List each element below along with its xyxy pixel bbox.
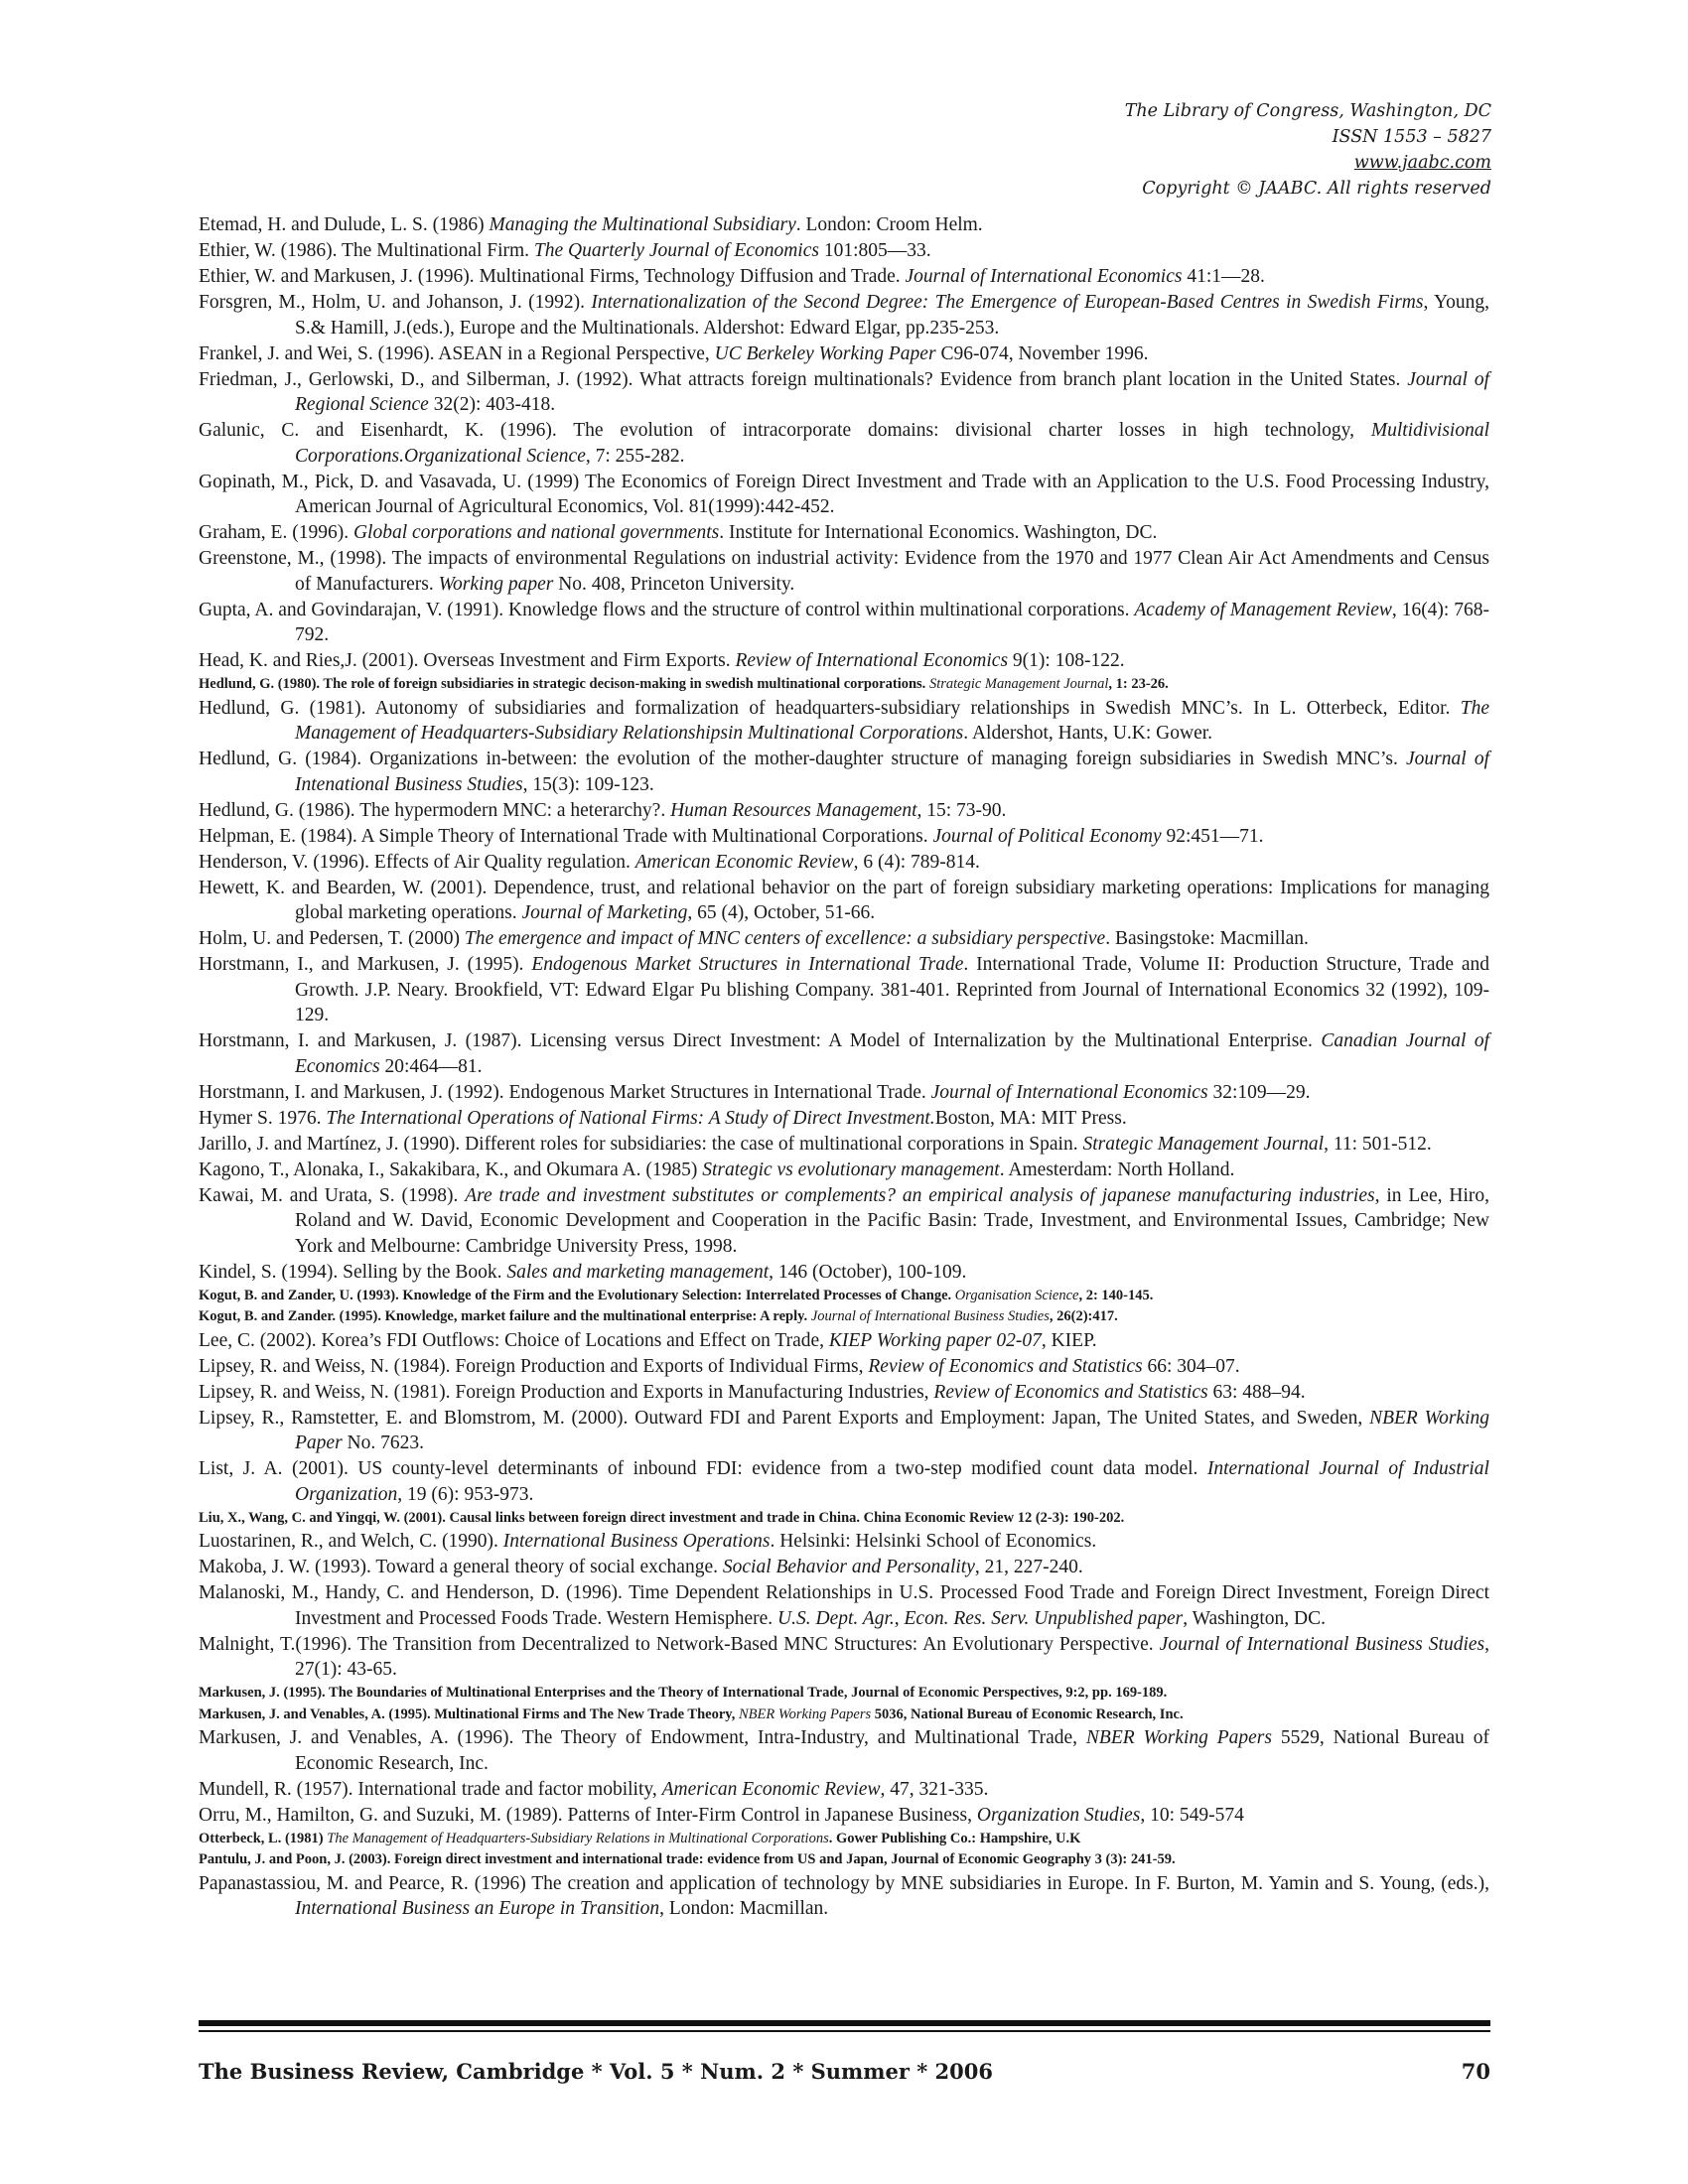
reference-text: Kindel, S. (1994). Selling by the Book. [199, 1261, 507, 1283]
reference-entry [199, 520, 1489, 546]
reference-text: List, J. A. (2001). US county-level determinants of inbound FDI: evidence from a two-step modified count data model. [199, 1458, 1207, 1479]
reference-text: Malanoski, M., Handy, C. and Henderson, D. (1996). Time Dependent Relationships in U.S. Processed Food Trade and Foreign Direct Investment, Foreign Direct Investment and Processed Foods Trade. Western Hemisphere. [199, 1582, 1489, 1629]
reference-text: Helpman, E. (1984). A Simple Theory of International Trade with Multinational Corporations. [199, 825, 933, 847]
reference-text: Pantulu, J. and Poon, J. (2003). Foreign direct investment and international trade: evidence from US and Japan, Journal of Economic Geography 3 (3): 241-59. [199, 1851, 1176, 1867]
reference-text: , 15: 73-90. [916, 799, 1007, 821]
reference-text: 41:1—28. [1182, 266, 1265, 287]
reference-text: Boston, MA: MIT Press. [934, 1107, 1127, 1129]
reference-entry [199, 598, 1489, 648]
reference-italic-title: NBER Working Papers [1085, 1727, 1272, 1748]
reference-text: Holm, U. and Pedersen, T. (2000) [199, 928, 465, 949]
reference-italic-title: Strategic vs evolutionary management [702, 1159, 1000, 1180]
reference-entry [199, 824, 1489, 850]
reference-italic-title: International Business Operations [502, 1531, 771, 1552]
reference-text: 101:805—33. [818, 240, 931, 261]
reference-text: 92:451—71. [1161, 825, 1264, 847]
footer-journal-title: The Business Review, Cambridge * Vol. 5 * Num. 2 * Summer * 2006 [199, 2059, 993, 2084]
header-issn-line: ISSN 1553 – 5827 [1332, 127, 1491, 147]
reference-italic-title: KIEP Working paper 02-07 [828, 1329, 1042, 1351]
reference-italic-title: Managing the Multinational Subsidiary [489, 214, 796, 235]
reference-italic-title: Working paper [438, 573, 554, 595]
reference-text: , 16(4): 768-792. [295, 599, 1490, 645]
reference-text: , in Lee, Hiro, Roland and W. David, Economic Development and Cooperation in the Pacific Basin: Trade, Investment, and Environmental Issues, Cambridge; New York and Melbourne: Cambridge University Press, 1998. [295, 1184, 1489, 1257]
reference-text: , Young, S.& Hamill, J.(eds.), Europe and the Multinationals. Aldershot: Edward Elgar, pp.235-253. [295, 292, 1489, 339]
reference-text: 5529, National Bureau of Economic Research, Inc. [295, 1727, 1489, 1774]
reference-text: , 146 (October), 100-109. [769, 1261, 967, 1283]
reference-entry [199, 926, 1489, 952]
reference-text: , London: Macmillan. [659, 1898, 829, 1919]
reference-entry [199, 1849, 1489, 1870]
reference-entry [199, 1158, 1489, 1183]
reference-italic-title: Endogenous Market Structures in International Trade [531, 954, 964, 975]
reference-entry [199, 1306, 1489, 1327]
reference-italic-title: Journal of Intenational Business Studies [295, 749, 1489, 795]
reference-text: Friedman, J., Gerlowski, D., and Silberman, J. (1992). What attracts foreign multinationals? Evidence from branch plant location in the United States. [199, 368, 1408, 390]
reference-italic-title: NBER Working Papers [738, 1706, 872, 1722]
reference-entry [199, 1028, 1489, 1079]
reference-text: Kagono, T., Alonaka, I., Sakakibara, K., and Okumara A. (1985) [199, 1159, 703, 1180]
reference-italic-title: U.S. Dept. Agr., Econ. Res. Serv. Unpublished paper [777, 1607, 1184, 1629]
reference-text: , 1: 23-26. [1108, 676, 1169, 692]
reference-text: , 7: 255-282. [585, 445, 685, 467]
reference-entry [199, 1725, 1489, 1776]
reference-text: Markusen, J. and Venables, A. (1995). Multinational Firms and The New Trade Theory, [199, 1706, 739, 1722]
reference-text: 66: 304–07. [1142, 1355, 1240, 1377]
reference-list [199, 212, 1489, 1922]
reference-text: Kogut, B. and Zander. (1995). Knowledge, market failure and the multinational enterprise: A reply. [199, 1308, 811, 1324]
reference-italic-title: Organization Studies [976, 1804, 1141, 1826]
reference-text: , 27(1): 43-65. [295, 1633, 1489, 1680]
reference-entry [199, 1456, 1489, 1507]
reference-text: , KIEP. [1041, 1329, 1097, 1351]
reference-text: No. 408, Princeton University. [553, 573, 795, 595]
reference-text: Galunic, C. and Eisenhardt, K. (1996). The evolution of intracorporate domains: divisional charter losses in high technology, [199, 420, 1371, 441]
reference-italic-title: NBER Working Paper [295, 1407, 1489, 1453]
reference-text: Gupta, A. and Govindarajan, V. (1991). Knowledge flows and the structure of control within multinational corporations. [199, 599, 1135, 620]
reference-text: , 21, 227-240. [974, 1557, 1083, 1577]
reference-italic-title: Review of Economics and Statistics [933, 1381, 1208, 1403]
reference-italic-title: Multidivisional Corporations.Organizational Science [295, 420, 1489, 467]
reference-italic-title: Journal of Political Economy [932, 825, 1162, 847]
reference-italic-title: Journal of Marketing [521, 902, 688, 923]
page-number: 70 [1461, 2059, 1490, 2084]
reference-entry [199, 1354, 1489, 1380]
reference-italic-title: Global corporations and national governments [352, 522, 720, 543]
reference-text: . Helsinki: Helsinki School of Economics. [770, 1531, 1097, 1552]
reference-text: 20:464—81. [379, 1055, 483, 1077]
reference-entry [199, 238, 1489, 264]
reference-entry [199, 1132, 1489, 1158]
reference-italic-title: Journal of International Business Studies [1159, 1633, 1485, 1655]
reference-text: , 6 (4): 789-814. [853, 851, 980, 873]
reference-entry [199, 674, 1489, 695]
reference-text: , 15(3): 109-123. [522, 773, 654, 795]
reference-text: 32:109—29. [1207, 1081, 1311, 1103]
reference-text: 32(2): 403-418. [428, 394, 556, 415]
reference-italic-title: Journal of Regional Science [295, 368, 1489, 415]
reference-text: . International Trade, Volume II: Production Structure, Trade and Growth. J.P. Neary. Brookfield, VT: Edward Elgar Pu blishing Company. 381-401. Reprinted from Journal of International Economics 32 (1992), 109-129. [295, 954, 1489, 1025]
reference-text: Lipsey, R., Ramstetter, E. and Blomstrom, M. (2000). Outward FDI and Parent Exports and Employment: Japan, The United States, and Sweden, [199, 1407, 1370, 1429]
reference-italic-title: The International Operations of National Firms: A Study of Direct Investment. [326, 1107, 935, 1129]
reference-italic-title: The Management of Headquarters-Subsidiary Relations in Multinational Corporations [327, 1830, 829, 1846]
reference-text: Luostarinen, R., and Welch, C. (1990). [199, 1531, 503, 1552]
reference-text: Orru, M., Hamilton, G. and Suzuki, M. (1989). Patterns of Inter-Firm Control in Japanese Business, [199, 1804, 977, 1826]
reference-text: Hedlund, G. (1984). Organizations in-between: the evolution of the mother-daughter structure of managing foreign subsidiaries in Swedish MNC’s. [199, 749, 1407, 769]
reference-text: Hymer S. 1976. [199, 1107, 327, 1129]
reference-text: Markusen, J. and Venables, A. (1996). The Theory of Endowment, Intra-Industry, and Multinational Trade, [199, 1727, 1086, 1748]
reference-text: Mundell, R. (1957). International trade and factor mobility, [199, 1778, 662, 1800]
reference-text: Kawai, M. and Urata, S. (1998). [199, 1184, 466, 1206]
reference-text: Kogut, B. and Zander, U. (1993). Knowledge of the Firm and the Evolutionary Selection: Interrelated Processes of Change. [199, 1287, 955, 1303]
reference-text: Hedlund, G. (1986). The hypermodern MNC: a heterarchy?. [199, 799, 671, 821]
reference-italic-title: Social Behavior and Personality [722, 1557, 975, 1577]
reference-text: Jarillo, J. and Martínez, J. (1990). Different roles for subsidiaries: the case of multinational corporations in Spain. [199, 1133, 1083, 1155]
reference-text: Gopinath, M., Pick, D. and Vasavada, U. (1999) The Economics of Foreign Direct Investment and Trade with an Application to the U.S. Food Processing Industry, American Journal of Agricultural Economics, Vol. 81(1999):442-452. [199, 471, 1489, 517]
reference-entry [199, 1286, 1489, 1306]
reference-italic-title: Journal of International Business Studies [810, 1308, 1050, 1324]
reference-text: Malnight, T.(1996). The Transition from Decentralized to Network-Based MNC Structures: An Evolutionary Perspective. [199, 1633, 1160, 1655]
reference-entry [199, 1406, 1489, 1456]
reference-entry [199, 546, 1489, 597]
footer-rule-thin [199, 2030, 1490, 2032]
reference-text: Ethier, W. and Markusen, J. (1996). Multinational Firms, Technology Diffusion and Trade. [199, 266, 906, 287]
reference-text: C96-074, November 1996. [935, 342, 1149, 364]
reference-text: , 19 (6): 953-973. [397, 1483, 534, 1505]
reference-italic-title: The emergence and impact of MNC centers of excellence: a subsidiary perspective [464, 928, 1106, 949]
footer-rule-thick [199, 2020, 1490, 2026]
reference-entry [199, 1183, 1489, 1260]
reference-entry [199, 418, 1489, 469]
reference-text: . Amesterdam: North Holland. [999, 1159, 1235, 1180]
reference-text: , 26(2):417. [1049, 1308, 1118, 1324]
reference-entry [199, 648, 1489, 674]
reference-entry [199, 212, 1489, 238]
reference-italic-title: American Economic Review [634, 851, 854, 873]
reference-italic-title: Human Resources Management [670, 799, 917, 821]
reference-text: Lipsey, R. and Weiss, N. (1981). Foreign Production and Exports in Manufacturing Industries, [199, 1381, 934, 1403]
reference-entry [199, 367, 1489, 418]
reference-entry [199, 850, 1489, 876]
reference-entry [199, 696, 1489, 747]
header-website-link[interactable]: www.jaabc.com [1353, 153, 1491, 173]
reference-entry [199, 1529, 1489, 1555]
reference-italic-title: International Journal of Industrial Organization [295, 1458, 1489, 1505]
reference-text: Makoba, J. W. (1993). Toward a general theory of social exchange. [199, 1557, 723, 1577]
reference-text: Greenstone, M., (1998). The impacts of environmental Regulations on industrial activity: Evidence from the 1970 and 1977 Clean Air Act Amendments and Census of Manufacturers. [199, 548, 1489, 595]
reference-entry [199, 1260, 1489, 1286]
reference-text: , 2: 140-145. [1078, 1287, 1154, 1303]
reference-text: Graham, E. (1996). [199, 522, 353, 543]
reference-text: . Aldershot, Hants, U.K: Gower. [963, 723, 1213, 744]
reference-text: 9(1): 108-122. [1008, 650, 1125, 671]
reference-entry [199, 1508, 1489, 1529]
reference-entry [199, 1683, 1489, 1704]
reference-text: Lipsey, R. and Weiss, N. (1984). Foreign Production and Exports of Individual Firms, [199, 1355, 869, 1377]
reference-italic-title: American Economic Review [661, 1778, 881, 1800]
reference-text: Hewett, K. and Bearden, W. (2001). Dependence, trust, and relational behavior on the part of foreign subsidiary marketing operations: Implications for managing global marketing operations. [199, 877, 1489, 923]
reference-entry [199, 1328, 1489, 1354]
reference-text: Head, K. and Ries,J. (2001). Overseas Investment and Firm Exports. [199, 650, 736, 671]
reference-entry [199, 1555, 1489, 1580]
reference-entry [199, 1829, 1489, 1849]
reference-text: No. 7623. [342, 1433, 424, 1453]
reference-italic-title: Strategic Management Journal [928, 676, 1109, 692]
reference-text: Liu, X., Wang, C. and Yingqi, W. (2001). Causal links between foreign direct investment and trade in China. China Economic Review 12 (2-3): 190-202. [199, 1509, 1125, 1526]
header-library-line: The Library of Congress, Washington, DC [1124, 101, 1491, 121]
reference-entry [199, 1705, 1489, 1725]
reference-entry [199, 264, 1489, 290]
reference-text: Markusen, J. (1995). The Boundaries of Multinational Enterprises and the Theory of International Trade, Journal of Economic Perspectives, 9:2, pp. 169-189. [199, 1685, 1168, 1701]
reference-text: , 11: 501-512. [1324, 1133, 1432, 1155]
page-header [1125, 98, 1491, 202]
reference-text: , 47, 321-335. [880, 1778, 989, 1800]
reference-italic-title: UC Berkeley Working Paper [714, 342, 936, 364]
reference-text: Forsgren, M., Holm, U. and Johanson, J. (1992). [199, 292, 592, 313]
reference-italic-title: Strategic Management Journal [1082, 1133, 1325, 1155]
reference-entry [199, 1777, 1489, 1803]
reference-text: , 65 (4), October, 51-66. [687, 902, 876, 923]
header-copyright-line: Copyright © JAABC. All rights reserved [1142, 179, 1491, 199]
reference-italic-title: Are trade and investment substitutes or complements? an empirical analysis of japanese manufacturing industries [465, 1184, 1375, 1206]
reference-italic-title: Canadian Journal of Economics [295, 1030, 1489, 1077]
reference-text: 63: 488–94. [1207, 1381, 1306, 1403]
reference-italic-title: Internationalization of the Second Degree: The Emergence of European-Based Centres in Swedish Firms [591, 292, 1424, 313]
reference-text: Henderson, V. (1996). Effects of Air Quality regulation. [199, 851, 635, 873]
reference-italic-title: Organisation Science [954, 1287, 1079, 1303]
reference-entry [199, 747, 1489, 797]
reference-italic-title: International Business an Europe in Transition [295, 1898, 660, 1919]
reference-text: Horstmann, I., and Markusen, J. (1995). [199, 954, 532, 975]
reference-text: Etemad, H. and Dulude, L. S. (1986) [199, 214, 490, 235]
reference-text: . Gower Publishing Co.: Hampshire, U.K [828, 1830, 1081, 1846]
reference-italic-title: The Management of Headquarters-Subsidiary Relationshipsin Multinational Corporations [295, 697, 1489, 744]
reference-text: Hedlund, G. (1980). The role of foreign subsidiaries in strategic decison-making in swedish multinational corporations. [199, 676, 929, 692]
reference-text: Otterbeck, L. (1981) [199, 1830, 328, 1846]
reference-italic-title: Academy of Management Review [1134, 599, 1392, 620]
reference-text: Frankel, J. and Wei, S. (1996). ASEAN in a Regional Perspective, [199, 342, 715, 364]
reference-italic-title: Journal of International Economics [930, 1081, 1208, 1103]
reference-italic-title: The Quarterly Journal of Economics [533, 240, 819, 261]
reference-entry [199, 1632, 1489, 1683]
reference-text: Horstmann, I. and Markusen, J. (1992). Endogenous Market Structures in International Trade. [199, 1081, 931, 1103]
reference-italic-title: Sales and marketing management [506, 1261, 770, 1283]
reference-text: . Institute for International Economics. Washington, DC. [719, 522, 1158, 543]
reference-entry [199, 798, 1489, 824]
reference-text: Ethier, W. (1986). The Multinational Firm. [199, 240, 534, 261]
reference-italic-title: Journal of International Economics [905, 266, 1183, 287]
reference-text: Horstmann, I. and Markusen, J. (1987). Licensing versus Direct Investment: A Model of Internalization by the Multinational Enterprise. [199, 1030, 1322, 1051]
reference-text: , 10: 549-574 [1140, 1804, 1244, 1826]
reference-entry [199, 1080, 1489, 1106]
reference-text: 5036, National Bureau of Economic Research, Inc. [871, 1706, 1184, 1722]
reference-text: Hedlund, G. (1981). Autonomy of subsidiaries and formalization of headquarters-subsidiary relationships in Swedish MNC’s. In L. Otterbeck, Editor. [199, 697, 1461, 719]
reference-entry [199, 290, 1489, 341]
reference-entry [199, 876, 1489, 926]
reference-entry [199, 1871, 1489, 1922]
reference-entry [199, 1580, 1489, 1631]
reference-entry [199, 1106, 1489, 1132]
reference-entry [199, 1380, 1489, 1406]
reference-entry [199, 1803, 1489, 1829]
reference-entry [199, 341, 1489, 367]
reference-text: Papanastassiou, M. and Pearce, R. (1996) The creation and application of technology by MNE subsidiaries in Europe. In F. Burton, M. Yamin and S. Young, (eds.), [199, 1872, 1489, 1894]
reference-italic-title: Review of International Economics [735, 650, 1009, 671]
reference-entry [199, 952, 1489, 1028]
reference-text: Lee, C. (2002). Korea’s FDI Outflows: Choice of Locations and Effect on Trade, [199, 1329, 829, 1351]
reference-text: . Basingstoke: Macmillan. [1105, 928, 1309, 949]
reference-text: , Washington, DC. [1183, 1607, 1327, 1629]
reference-italic-title: Review of Economics and Statistics [868, 1355, 1143, 1377]
reference-text: . London: Croom Helm. [795, 214, 983, 235]
page-footer [199, 2059, 1490, 2084]
reference-entry [199, 470, 1489, 520]
